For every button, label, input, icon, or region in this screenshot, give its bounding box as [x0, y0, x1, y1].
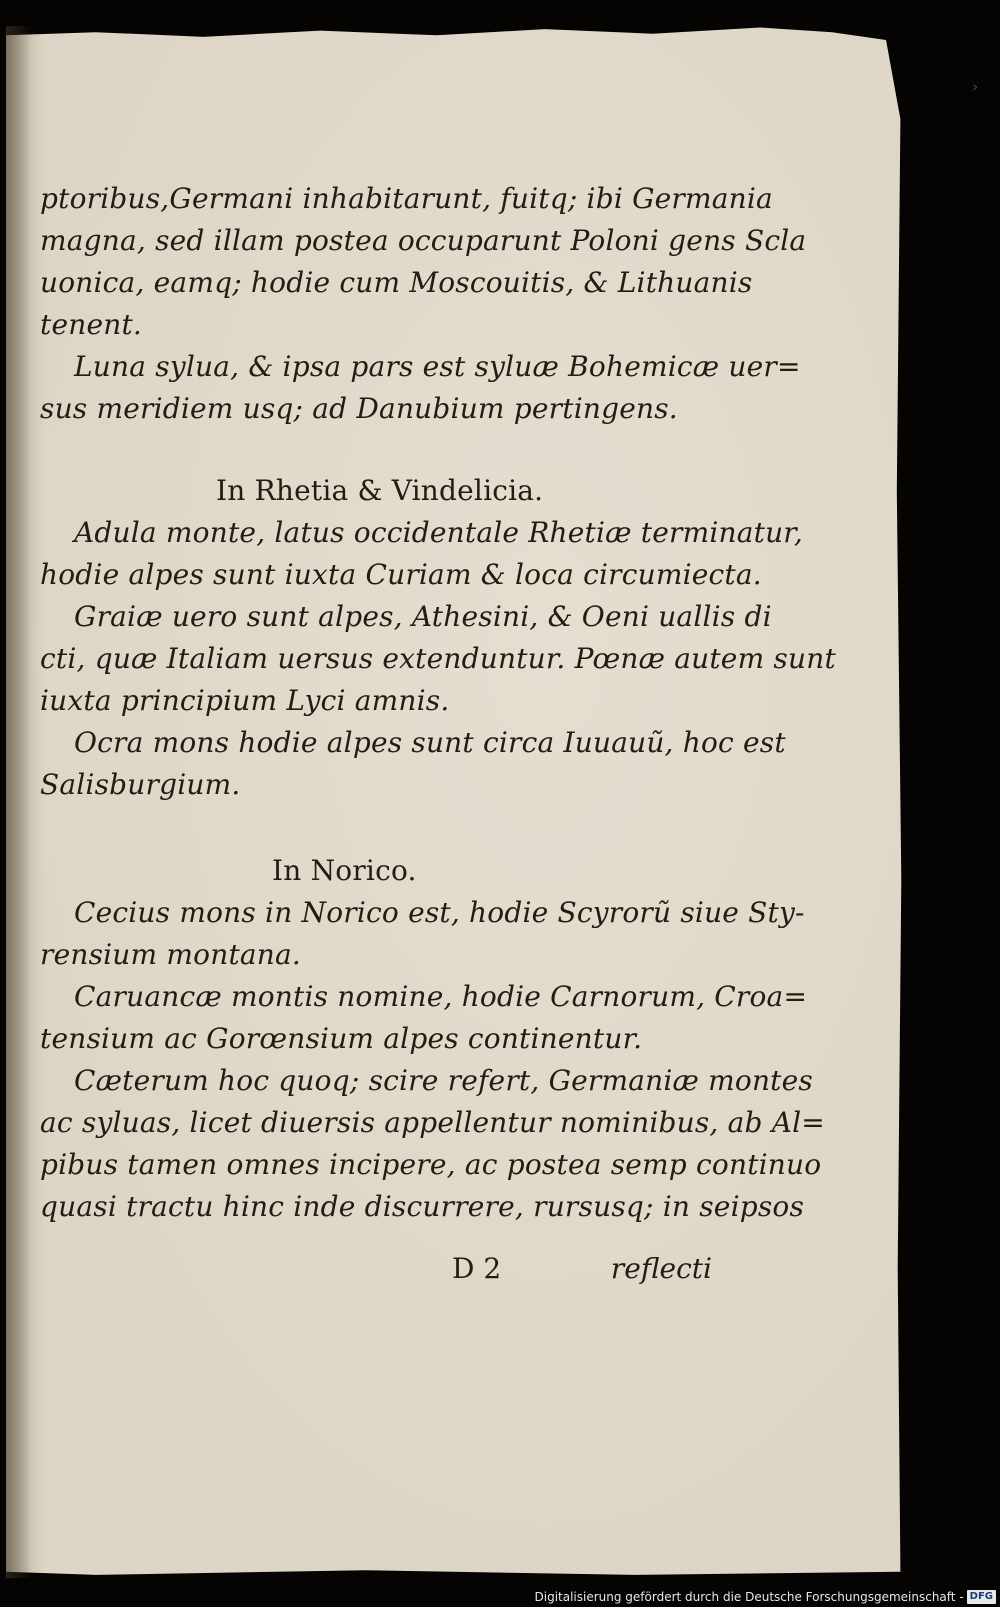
credit-text: Digitalisierung gefördert durch die Deutsche Forschungsgemeinschaft - [534, 1590, 964, 1604]
text-line: cti, quæ Italiam uersus extenduntur. Pœnæ autem sunt [40, 642, 836, 675]
text-line: Salisburgium. [40, 768, 241, 801]
text-line: tensium ac Gorœnsium alpes continentur. [40, 1022, 643, 1055]
text-line: Caruancæ montis nomine, hodie Carnorum, Croa= [74, 980, 808, 1013]
page-footer [40, 1248, 730, 1290]
paragraph [40, 892, 805, 976]
text-line: tenent. [40, 308, 143, 341]
page-corner-mark: › [972, 77, 979, 96]
text-line: magna, sed illam postea occuparunt Poloni gens Scla [40, 224, 807, 257]
section-gap [40, 806, 730, 850]
text-line: Ocra mons hodie alpes sunt circa Iuuauũ, hoc est [74, 726, 786, 759]
text-line: Graiæ uero sunt alpes, Athesini, & Oeni uallis di [74, 600, 772, 633]
text-line: uonica, eamq; hodie cum Moscouitis, & Lithuanis [40, 266, 753, 299]
paragraph [40, 1060, 825, 1228]
text-line: pibus tamen omnes incipere, ac postea semp continuo [40, 1148, 822, 1181]
text-line: quasi tractu hinc inde discurrere, rursusq; in seipsos [40, 1190, 805, 1223]
text-line: Cæterum hoc quoq; scire refert, Germaniæ montes [74, 1064, 813, 1097]
text-line: rensium montana. [40, 938, 302, 971]
paragraph [40, 512, 803, 596]
digitization-credit [535, 1589, 997, 1605]
paragraph [40, 722, 786, 806]
dfg-logo: DFG [967, 1590, 996, 1604]
section-gap [40, 430, 730, 470]
paragraph [40, 596, 836, 722]
text-line: ac syluas, licet diuersis appellentur nominibus, ab Al= [40, 1106, 825, 1139]
text-line: Luna sylua, & ipsa pars est syluæ Bohemicæ uer= [74, 350, 801, 383]
section-heading: In Rhetia & Vindelicia. [216, 474, 544, 507]
text-line: hodie alpes sunt iuxta Curiam & loca circumiecta. [40, 558, 762, 591]
text-line: sus meridiem usq; ad Danubium pertingens. [40, 392, 678, 425]
paragraph [40, 976, 808, 1060]
text-line: Cecius mons in Norico est, hodie Scyrorũ siue Sty- [74, 896, 805, 929]
page-gutter-shadow [6, 26, 32, 1578]
text-line: iuxta principium Lyci amnis. [40, 684, 450, 717]
section-heading: In Norico. [272, 854, 417, 887]
signature-mark: D 2 [452, 1252, 502, 1285]
paragraph [40, 346, 801, 430]
catchword: reflecti [610, 1252, 712, 1285]
text-line: Adula monte, latus occidentale Rhetiæ terminatur, [74, 516, 803, 549]
page-body-text [40, 178, 836, 1228]
text-line: ptoribus,Germani inhabitarunt, fuitq; ibi Germania [40, 182, 773, 215]
paragraph [40, 178, 807, 346]
